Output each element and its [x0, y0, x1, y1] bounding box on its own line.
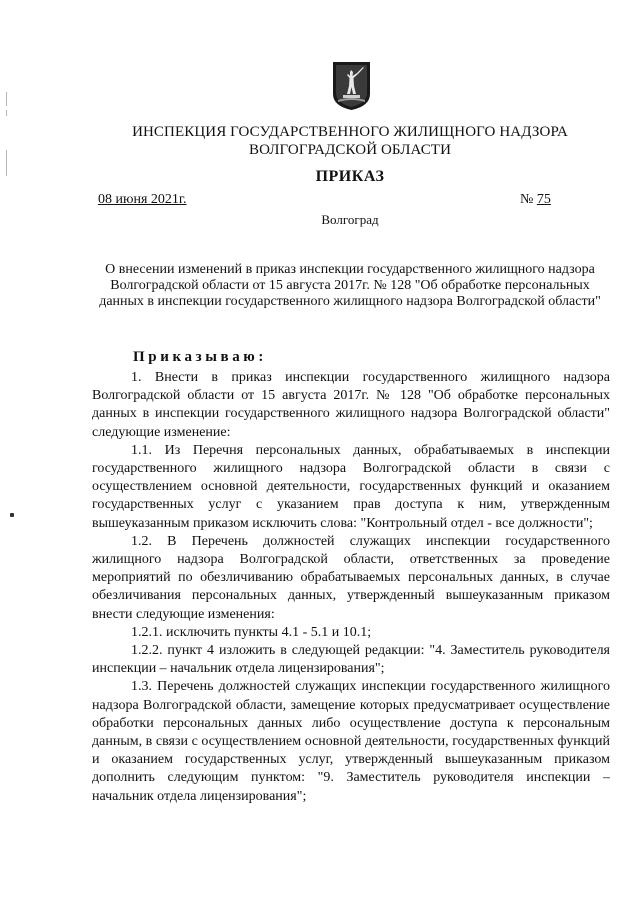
paragraph-1-1: 1.1. Из Перечня персональных данных, обрабатываемых в инспекции государственного жилищного надзора Волгоградской области в связи с осуществлением основной деятельности, государственных функций и оказанием государственных услуг с указанием прав доступа к ним, утвержденным вышеуказанным приказом исключить слова: "Контрольный отдел - все должности";	[92, 442, 610, 531]
scan-edge-mark	[6, 150, 7, 176]
document-city: Волгоград	[321, 212, 379, 227]
paragraph-1-2: 1.2. В Перечень должностей служащих инспекции государственного жилищного надзора Волгоградской области, ответственных за проведение мероприятий по обезличиванию обрабатываемых персональных данных, в случае обезличивания персональных данных, утвержденный вышеуказанным приказом внести следующие изменения:	[92, 533, 610, 622]
scan-edge-mark	[6, 110, 7, 116]
number-value: 75	[536, 192, 551, 207]
document-type-title: ПРИКАЗ	[315, 168, 385, 185]
document-number	[520, 192, 551, 208]
number-prefix: №	[520, 192, 534, 207]
organization-name-line2: ВОЛГОГРАДСКОЙ ОБЛАСТИ	[248, 142, 452, 158]
paragraph-1: 1. Внести в приказ инспекции государственного жилищного надзора Волгоградской области от 15 августа 2017г. № 128 "Об обработке персональных данных в инспекции государственного жилищного надзора Волгоградской области" следующие изменение:	[92, 370, 610, 440]
document-subject: О внесении изменений в приказ инспекции государственного жилищного надзора Волгоградской области от 15 августа 2017г. № 128 "Об обработке персональных данных в инспекции государственного жилищного надзора Волгоградской области"	[99, 262, 601, 309]
document-body	[92, 369, 610, 806]
organization-name-line1: ИНСПЕКЦИЯ ГОСУДАРСТВЕННОГО ЖИЛИЩНОГО НАДЗОРА	[132, 124, 568, 140]
document-date: 08 июня 2021г.	[98, 192, 187, 207]
paragraph-1-3: 1.3. Перечень должностей служащих инспекции государственного жилищного надзора Волгоградской области, замещение которых предусматривает осуществление обработки персональных данных либо осуществление доступа к персональным данным, в связи с осуществлением основной деятельности, государственных функций и оказанием государственных услуг, утвержденный вышеуказанным приказом дополнить следующим пунктом: "9. Заместитель руководителя инспекции – начальник отдела лицензирования";	[92, 679, 610, 804]
volgograd-coat-of-arms-icon	[331, 60, 372, 112]
scan-edge-mark	[6, 92, 7, 106]
scan-dot-mark	[10, 513, 14, 517]
order-heading: Приказываю:	[133, 349, 267, 365]
paragraph-1-2-2: 1.2.2. пункт 4 изложить в следующей редакции: "4. Заместитель руководителя инспекции – начальник отдела лицензирования";	[92, 643, 610, 677]
paragraph-1-2-1: 1.2.1. исключить пункты 4.1 - 5.1 и 10.1;	[131, 624, 372, 640]
